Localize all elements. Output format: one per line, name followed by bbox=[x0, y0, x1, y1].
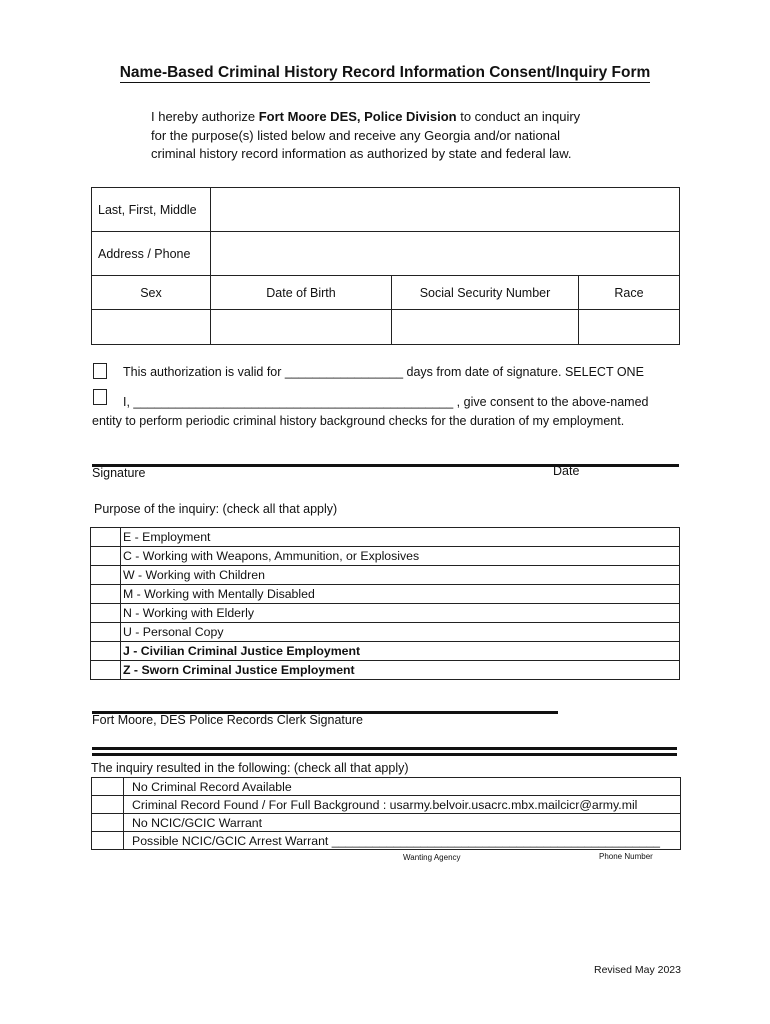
validity-option-text: This authorization is valid for _________________ days from date of signature. SELECT ONE bbox=[123, 365, 644, 379]
purpose-row-civilian-cj: J - Civilian Criminal Justice Employment bbox=[91, 642, 680, 661]
validity-checkbox[interactable] bbox=[93, 363, 107, 379]
result-row-record-found: Criminal Record Found / For Full Background : usarmy.belvoir.usacrc.mbx.mailcicr@army.mil bbox=[92, 796, 681, 814]
ssn-field[interactable] bbox=[392, 310, 579, 345]
result-checkbox-no-record[interactable] bbox=[92, 778, 124, 796]
results-heading: The inquiry resulted in the following: (check all that apply) bbox=[91, 761, 409, 775]
periodic-consent-checkbox[interactable] bbox=[93, 389, 107, 405]
purpose-row-mentally-disabled: M - Working with Mentally Disabled bbox=[91, 585, 680, 604]
purpose-checkbox-m[interactable] bbox=[91, 585, 121, 604]
purpose-row-weapons: C - Working with Weapons, Ammunition, or Explosives bbox=[91, 547, 680, 566]
signature-line[interactable] bbox=[92, 464, 679, 467]
result-row-no-record: No Criminal Record Available bbox=[92, 778, 681, 796]
date-label: Date bbox=[553, 464, 580, 478]
purpose-checkbox-z[interactable] bbox=[91, 661, 121, 680]
purpose-checkbox-j[interactable] bbox=[91, 642, 121, 661]
consent-option-line1: I, ______________________________________________ , give consent to the above-named bbox=[123, 395, 649, 409]
result-row-no-warrant: No NCIC/GCIC Warrant bbox=[92, 814, 681, 832]
authorization-statement: I hereby authorize Fort Moore DES, Police Division to conduct an inquiry for the purpose(s) listed below and receive any Georgia and/or national criminal history record information as authorized by state and federal law. bbox=[151, 109, 581, 161]
purpose-checkbox-w[interactable] bbox=[91, 566, 121, 585]
clerk-signature-label: Fort Moore, DES Police Records Clerk Signature bbox=[92, 713, 363, 727]
result-checkbox-no-warrant[interactable] bbox=[92, 814, 124, 832]
dob-field[interactable] bbox=[211, 310, 392, 345]
name-field[interactable] bbox=[211, 188, 680, 232]
divider-bottom bbox=[92, 753, 677, 756]
phone-number-label: Phone Number bbox=[599, 852, 653, 861]
dob-header: Date of Birth bbox=[211, 276, 392, 310]
wanting-agency-label: Wanting Agency bbox=[403, 853, 461, 862]
result-checkbox-possible-warrant[interactable] bbox=[92, 832, 124, 850]
purpose-checkbox-u[interactable] bbox=[91, 623, 121, 642]
agency-name: Fort Moore DES, Police Division bbox=[258, 109, 457, 124]
purpose-checkbox-e[interactable] bbox=[91, 528, 121, 547]
sex-header: Sex bbox=[92, 276, 211, 310]
address-label: Address / Phone bbox=[92, 232, 211, 276]
ssn-header: Social Security Number bbox=[392, 276, 579, 310]
sex-field[interactable] bbox=[92, 310, 211, 345]
purpose-row-employment: E - Employment bbox=[91, 528, 680, 547]
purpose-checklist bbox=[90, 527, 680, 680]
purpose-row-elderly: N - Working with Elderly bbox=[91, 604, 680, 623]
applicant-info-table bbox=[91, 187, 680, 345]
race-field[interactable] bbox=[579, 310, 680, 345]
address-field[interactable] bbox=[211, 232, 680, 276]
purpose-row-personal-copy: U - Personal Copy bbox=[91, 623, 680, 642]
result-row-possible-warrant: Possible NCIC/GCIC Arrest Warrant ________________________________________________ bbox=[92, 832, 681, 850]
form-title: Name-Based Criminal History Record Information Consent/Inquiry Form bbox=[119, 64, 651, 81]
race-header: Race bbox=[579, 276, 680, 310]
revision-date: Revised May 2023 bbox=[594, 964, 681, 976]
purpose-row-children: W - Working with Children bbox=[91, 566, 680, 585]
signature-label: Signature bbox=[92, 466, 146, 480]
consent-option-line2: entity to perform periodic criminal history background checks for the duration of my employment. bbox=[92, 414, 625, 428]
purpose-row-sworn-cj: Z - Sworn Criminal Justice Employment bbox=[91, 661, 680, 680]
purpose-checkbox-n[interactable] bbox=[91, 604, 121, 623]
name-label: Last, First, Middle bbox=[92, 188, 211, 232]
divider-top bbox=[92, 747, 677, 750]
results-checklist bbox=[91, 777, 681, 850]
result-checkbox-record-found[interactable] bbox=[92, 796, 124, 814]
purpose-heading: Purpose of the inquiry: (check all that apply) bbox=[94, 502, 338, 516]
purpose-checkbox-c[interactable] bbox=[91, 547, 121, 566]
